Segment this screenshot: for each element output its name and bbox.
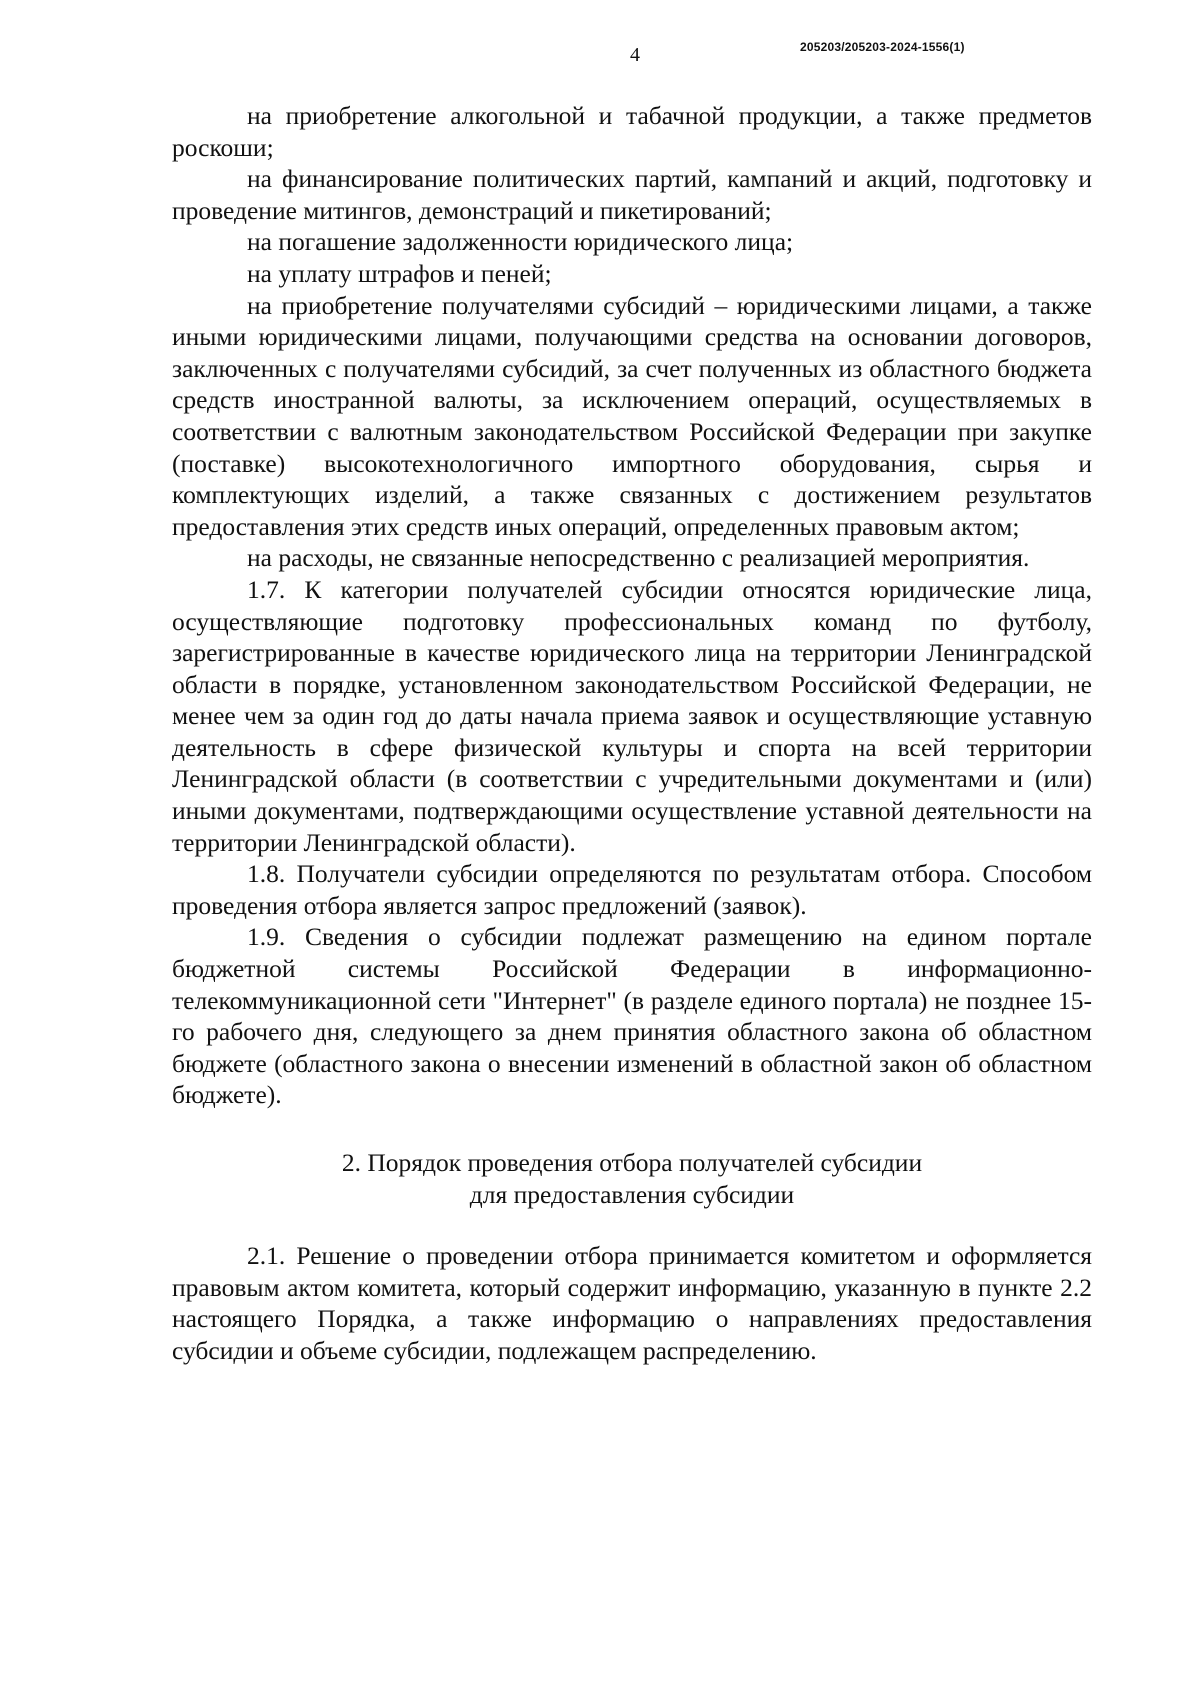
paragraph-foreign-currency: на приобретение получателями субсидий – юридическими лицами, а также иными юридическими лицами, получающими средства на основании договоров, заключенных с получателями субсидий, за счет полученных из областного бюджета средств иностранной валюты, за исключением операций, осуществляемых в соответствии с валютным законодательством Российской Федерации при закупке (поставке) высокотехнологичного импортного оборудования, сырья и комплектующих изделий, а также связанных с достижением результатов предоставления этих средств иных операций, определенных правовым актом; xyxy=(172,290,1092,541)
section-2-heading-line-2: для предоставления субсидии xyxy=(469,1179,795,1209)
paragraph-1-8: 1.8. Получатели субсидии определяются по результатам отбора. Способом проведения отбора является запрос предложений (заявок). xyxy=(172,859,1092,920)
paragraph-unrelated-expenses: на расходы, не связанные непосредственно с реализацией мероприятия. xyxy=(247,543,1030,573)
paragraph-fines: на уплату штрафов и пеней; xyxy=(247,258,552,288)
paragraph-debt-repayment: на погашение задолженности юридического лица; xyxy=(247,227,794,257)
paragraph-alcohol-tobacco: на приобретение алкогольной и табачной продукции, а также предметов роскоши; xyxy=(172,101,1092,162)
document-id: 205203/205203-2024-1556(1) xyxy=(800,40,965,54)
section-2-heading-line-1: 2. Порядок проведения отбора получателей субсидии xyxy=(341,1148,923,1177)
section-2-heading xyxy=(172,1147,1092,1210)
paragraph-1-9: 1.9. Сведения о субсидии подлежат размещению на едином портале бюджетной системы Российской Федерации в информационно-телекоммуникационной сети "Интернет" (в разделе единого портала) не позднее 15-го рабочего дня, следующего за днем принятия областного закона об областном бюджете (областного закона о внесении изменений в областной закон об областном бюджете). xyxy=(172,922,1092,1110)
paragraph-1-7: 1.7. К категории получателей субсидии относятся юридические лица, осуществляющие подготовку профессиональных команд по футболу, зарегистрированные в качестве юридического лица на территории Ленинградской области в порядке, установленном законодательством Российской Федерации, не менее чем за один год до даты начала приема заявок и осуществляющие уставную деятельность в сфере физической культуры и спорта на всей территории Ленинградской области (в соответствии с учредительными документами и (или) иными документами, подтверждающими осуществление уставной деятельности на территории Ленинградской области). xyxy=(172,574,1092,857)
paragraph-political-financing: на финансирование политических партий, кампаний и акций, подготовку и проведение митингов, демонстраций и пикетирований; xyxy=(172,164,1092,225)
page-number: 4 xyxy=(630,44,640,66)
paragraph-2-1: 2.1. Решение о проведении отбора принимается комитетом и оформляется правовым актом комитета, который содержит информацию, указанную в пункте 2.2 настоящего Порядка, а также информацию о направлениях предоставления субсидии и объеме субсидии, подлежащем распределению. xyxy=(172,1241,1092,1365)
document-body xyxy=(172,100,1092,1367)
